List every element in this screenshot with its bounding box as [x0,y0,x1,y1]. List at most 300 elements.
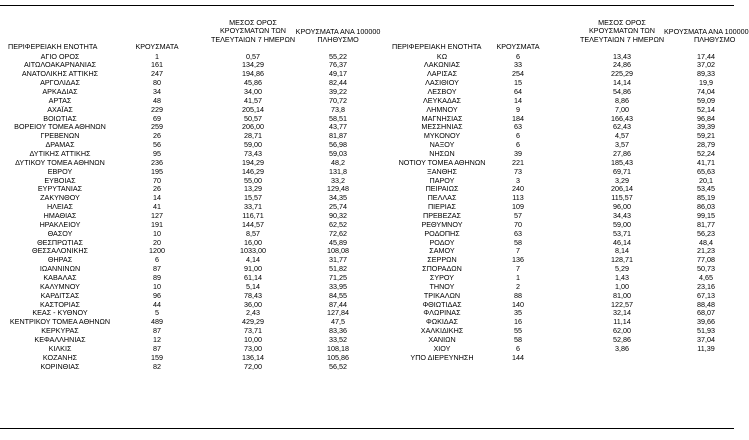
region-cell: ΑΙΤΩΛΟΑΚΑΡΝΑΝΙΑΣ [23,60,97,70]
region-cell: ΛΕΥΚΑΔΑΣ [422,95,461,105]
cases-cell: 56 [153,140,161,150]
cases-cell: 161 [151,60,163,70]
avg7-cell: 73,00 [244,343,262,353]
avg7-cell: 45,86 [244,78,262,88]
avg7-cell: 33,71 [244,202,262,212]
avg7-cell: 2,43 [246,308,260,318]
region-cell: ΚΑΡΔΙΤΣΑΣ [40,290,80,300]
per100k-cell: 84,55 [329,290,347,300]
header-per100k-right-line1: ΚΡΟΥΣΜΑΤΑ ΑΝΑ 100000 [664,27,749,36]
avg7-cell: 50,57 [244,113,262,123]
per100k-cell: 85,19 [697,193,715,203]
avg7-cell: 59,00 [613,219,631,229]
cases-cell: 63 [514,122,522,132]
per100k-cell: 59,21 [697,131,715,141]
region-cell: ΖΑΚΥΝΘΟΥ [40,193,80,203]
avg7-cell: 134,29 [242,60,264,70]
avg7-cell: 128,71 [611,255,633,265]
cases-cell: 33 [514,60,522,70]
per100k-cell: 73,8 [331,104,345,114]
cases-cell: 64 [514,86,522,96]
region-cell: ΚΕΡΚΥΡΑΣ [41,326,79,336]
region-cell: ΑΡΤΑΣ [48,95,72,105]
per100k-cell: 65,63 [697,166,715,176]
cases-cell: 247 [151,69,163,79]
avg7-cell: 1033,00 [240,246,266,256]
region-cell: ΚΙΛΚΙΣ [48,343,72,353]
region-cell: ΔΡΑΜΑΣ [45,140,75,150]
per100k-cell: 33,2 [331,175,345,185]
cases-cell: 96 [153,290,161,300]
region-cell: ΚΑΒΑΛΑΣ [43,272,77,282]
per100k-cell: 52,24 [697,148,715,158]
avg7-cell: 146,29 [242,166,264,176]
avg7-cell: 13,29 [244,184,262,194]
per100k-cell: 58,51 [329,113,347,123]
cases-cell: 20 [153,237,161,247]
cases-cell: 48 [153,95,161,105]
avg7-cell: 194,86 [242,69,264,79]
per100k-cell: 129,48 [327,184,349,194]
right-cases-column [493,53,543,363]
avg7-cell: 205,14 [242,104,264,114]
region-cell: ΑΓΙΟ ΟΡΟΣ [40,51,80,61]
per100k-cell: 39,22 [329,86,347,96]
avg7-cell: 73,43 [244,148,262,158]
avg7-cell: 72,00 [244,361,262,371]
cases-cell: 259 [151,122,163,132]
per100k-cell: 37,04 [697,335,715,344]
avg7-cell: 27,86 [613,148,631,158]
header-avg7-right-line3: ΤΕΛΕΥΤΑΙΩΝ 7 ΗΜΕΡΩΝ [579,34,665,44]
header-avg7-right-line1: ΜΕΣΟΣ ΟΡΟΣ [598,18,646,27]
cases-cell: 6 [516,51,520,61]
per100k-cell: 105,86 [327,352,349,362]
region-cell: ΜΕΣΣΗΝΙΑΣ [421,122,463,132]
region-cell: ΚΕΦΑΛΛΗΝΙΑΣ [34,335,86,344]
cases-cell: 144 [512,352,524,362]
per100k-cell: 23,16 [697,281,715,291]
region-cell: ΗΡΑΚΛΕΙΟΥ [39,219,81,229]
cases-cell: 87 [153,343,161,353]
region-cell: ΛΑΚΩΝΙΑΣ [423,60,461,70]
per100k-cell: 4,65 [699,272,713,282]
header-per100k-right-line2: ΠΛΗΘΥΣΜΟ [694,35,736,45]
header-per100k-left-line2: ΠΛΗΘΥΣΜΟ [317,35,359,45]
region-cell: ΘΕΣΠΡΩΤΙΑΣ [37,237,83,247]
region-cell: ΑΝΑΤΟΛΙΚΗΣ ΑΤΤΙΚΗΣ [21,69,99,79]
per100k-cell: 86,03 [697,202,715,212]
cases-cell: 34 [153,86,161,96]
cases-cell: 9 [516,104,520,114]
region-cell: ΕΒΡΟΥ [47,166,73,176]
cases-cell: 89 [153,272,161,282]
region-cell: ΘΗΡΑΣ [47,255,73,265]
avg7-cell: 11,14 [613,317,631,327]
cases-cell: 127 [151,210,163,220]
cases-cell: 95 [153,148,161,158]
avg7-cell: 5,29 [615,264,629,274]
cases-cell: 87 [153,326,161,336]
per100k-cell: 72,62 [329,228,347,238]
right-avg7-column [592,53,652,363]
per100k-cell: 37,02 [697,60,715,70]
per100k-cell: 83,36 [329,326,347,336]
cases-cell: 191 [151,219,163,229]
header-region-right: ΠΕΡΙΦΕΡΕΙΑΚΗ ΕΝΟΤΗΤΑ [392,42,482,51]
avg7-cell: 36,00 [244,299,262,309]
avg7-cell: 61,14 [244,272,262,282]
per100k-cell: 33,95 [329,281,347,291]
per100k-cell: 77,08 [697,255,715,265]
region-cell: ΚΕΝΤΡΙΚΟΥ ΤΟΜΕΑ ΑΘΗΝΩΝ [9,317,111,327]
per100k-cell: 21,23 [697,246,715,256]
per100k-cell: 25,74 [329,202,347,212]
region-cell: ΛΑΣΙΘΙΟΥ [425,78,459,88]
left-region-column [0,53,120,372]
cases-cell: 113 [512,193,524,203]
cases-cell: 16 [514,317,522,327]
region-cell: ΛΗΜΝΟΥ [426,104,458,114]
region-cell: ΣΥΡΟΥ [429,272,455,282]
cases-cell: 58 [514,335,522,344]
region-cell: ΗΛΕΙΑΣ [46,202,74,212]
avg7-cell: 96,00 [613,202,631,212]
region-cell: ΝΗΣΩΝ [429,148,455,158]
per100k-cell: 55,22 [329,51,347,61]
cases-cell: 1 [155,51,159,61]
region-cell: ΜΑΓΝΗΣΙΑΣ [421,113,463,123]
per100k-cell: 70,72 [329,95,347,105]
header-avg7-left-line3: ΤΕΛΕΥΤΑΙΩΝ 7 ΗΜΕΡΩΝ [210,34,296,44]
header-per100k-left [284,28,392,45]
avg7-cell: 81,00 [613,290,631,300]
region-cell: ΚΩ [436,51,448,61]
region-cell: ΒΟΙΩΤΙΑΣ [43,113,77,123]
region-cell: ΕΥΒΟΙΑΣ [44,175,76,185]
avg7-cell: 52,86 [613,335,631,344]
region-cell: ΣΕΡΡΩΝ [427,255,457,265]
avg7-cell: 13,43 [613,51,631,61]
cases-cell: 87 [153,264,161,274]
region-cell: ΠΑΡΟΥ [429,175,455,185]
cases-cell: 39 [514,148,522,158]
per100k-cell: 108,08 [327,246,349,256]
region-cell: ΦΩΚΙΔΑΣ [426,317,458,327]
per100k-cell: 34,35 [329,193,347,203]
per100k-cell: 33,52 [329,335,347,344]
region-cell: ΔΥΤΙΚΟΥ ΤΟΜΕΑ ΑΘΗΝΩΝ [15,157,105,167]
avg7-cell: 7,00 [615,104,629,114]
cases-cell: 70 [153,175,161,185]
per100k-cell: 82,44 [329,78,347,88]
cases-cell: 14 [153,193,161,203]
cases-cell: 35 [514,308,522,318]
per100k-cell: 76,37 [329,60,347,70]
avg7-cell: 53,71 [613,228,631,238]
per100k-cell: 43,77 [329,122,347,132]
cases-cell: 26 [153,131,161,141]
cases-cell: 63 [514,228,522,238]
per100k-cell: 62,52 [329,219,347,229]
per100k-cell: 48,2 [331,157,345,167]
avg7-cell: 5,14 [246,281,260,291]
avg7-cell: 28,71 [244,131,262,141]
avg7-cell: 4,57 [615,131,629,141]
cases-cell: 184 [512,113,524,123]
region-cell: ΓΡΕΒΕΝΩΝ [40,131,80,141]
cases-cell: 6 [155,255,159,265]
cases-cell: 14 [514,95,522,105]
per100k-cell: 50,73 [697,264,715,274]
avg7-cell: 8,86 [615,95,629,105]
cases-cell: 229 [151,104,163,114]
per100k-cell: 131,8 [329,166,347,176]
avg7-cell: 73,71 [244,326,262,336]
header-avg7-right-line2: ΚΡΟΥΣΜΑΤΩΝ ΤΩΝ [589,26,655,36]
avg7-cell: 34,43 [613,210,631,220]
per100k-cell: 11,39 [697,343,715,353]
cases-cell: 254 [512,69,524,79]
region-cell: ΝΑΞΟΥ [429,140,455,150]
per100k-cell: 52,14 [697,104,715,114]
avg7-cell: 69,71 [613,166,631,176]
avg7-cell: 41,57 [244,95,262,105]
avg7-cell: 46,14 [613,237,631,247]
cases-cell: 10 [153,281,161,291]
per100k-cell: 68,07 [697,308,715,318]
table-top-rule [0,5,734,6]
per100k-cell: 53,45 [697,184,715,194]
avg7-cell: 3,29 [615,175,629,185]
per100k-cell: 17,44 [697,51,715,61]
per100k-cell: 56,52 [329,361,347,371]
region-cell: ΚΕΑΣ - ΚΥΘΝΟΥ [32,308,88,318]
region-cell: ΠΕΙΡΑΙΩΣ [425,184,459,194]
per100k-cell: 81,87 [329,131,347,141]
avg7-cell: 54,86 [613,86,631,96]
per100k-cell: 47,5 [331,317,345,327]
region-cell: ΛΕΣΒΟΥ [427,86,457,96]
header-cases-right: ΚΡΟΥΣΜΑΤΑ [496,42,540,51]
avg7-cell: 225,29 [611,69,633,79]
cases-cell: 57 [514,210,522,220]
per100k-cell: 56,23 [697,228,715,238]
cases-cell: 489 [151,317,163,327]
per100k-cell: 108,18 [327,343,349,353]
header-per100k-left-line1: ΚΡΟΥΣΜΑΤΑ ΑΝΑ 100000 [295,27,381,36]
per100k-cell: 19,9 [699,78,713,88]
region-cell: ΛΑΡΙΣΑΣ [426,69,458,79]
region-cell: ΕΥΡΥΤΑΝΙΑΣ [37,184,83,194]
cases-cell: 1200 [149,246,165,256]
per100k-cell: 28,79 [697,140,715,150]
region-cell: ΣΑΜΟΥ [429,246,455,256]
avg7-cell: 136,14 [242,352,264,362]
cases-cell: 7 [516,246,520,256]
left-cases-column [132,53,182,372]
cases-cell: 236 [151,157,163,167]
region-cell: ΝΟΤΙΟΥ ΤΟΜΕΑ ΑΘΗΝΩΝ [398,157,486,167]
right-region-column [382,53,502,363]
cases-cell: 69 [153,113,161,123]
cases-cell: 58 [514,237,522,247]
table-bottom-rule [0,428,734,429]
left-avg7-column [223,53,283,372]
per100k-cell [676,354,736,363]
cases-cell: 7 [516,264,520,274]
per100k-cell: 89,33 [697,69,715,79]
left-per100k-column [308,53,368,372]
region-cell: ΞΑΝΘΗΣ [427,166,457,176]
avg7-cell: 15,57 [244,193,262,203]
region-cell: ΑΡΚΑΔΙΑΣ [42,86,78,96]
cases-cell: 1 [516,272,520,282]
per100k-cell: 39,66 [697,317,715,327]
avg7-cell: 59,00 [244,140,262,150]
per100k-cell: 96,84 [697,113,715,123]
avg7-cell: 1,00 [615,281,629,291]
region-cell: ΒΟΡΕΙΟΥ ΤΟΜΕΑ ΑΘΗΝΩΝ [14,122,106,132]
cases-cell: 6 [516,131,520,141]
avg7-cell: 55,00 [244,175,262,185]
region-cell: ΥΠΟ ΔΙΕΡΕΥΝΗΣΗ [410,352,474,362]
cases-cell: 136 [512,255,524,265]
header-avg7-left-line1: ΜΕΣΟΣ ΟΡΟΣ [229,18,277,27]
region-cell: ΠΡΕΒΕΖΑΣ [423,210,461,220]
per100k-cell: 99,15 [697,210,715,220]
avg7-cell: 206,00 [242,122,264,132]
region-cell: ΙΩΑΝΝΙΝΩΝ [39,264,81,274]
cases-cell: 240 [512,184,524,194]
per100k-cell: 127,84 [327,308,349,318]
cases-cell: 15 [514,78,522,88]
cases-cell: 140 [512,299,524,309]
avg7-cell: 0,57 [246,51,260,61]
region-cell: ΚΑΛΥΜΝΟΥ [40,281,80,291]
avg7-cell: 10,00 [244,335,262,344]
per100k-cell: 59,03 [329,148,347,158]
avg7-cell: 115,57 [611,193,633,203]
right-per100k-column [676,53,736,363]
avg7-cell: 3,57 [615,140,629,150]
cases-cell: 195 [151,166,163,176]
per100k-cell: 67,13 [697,290,715,300]
region-cell: ΚΟΡΙΝΘΙΑΣ [40,361,80,371]
avg7-cell: 4,14 [246,255,260,265]
per100k-cell: 51,82 [329,264,347,274]
per100k-cell: 71,25 [329,272,347,282]
region-cell: ΠΕΛΛΑΣ [427,193,457,203]
avg7-cell: 194,29 [242,157,264,167]
avg7-cell: 166,43 [611,113,633,123]
per100k-cell: 87,44 [329,299,347,309]
cases-cell: 12 [153,335,161,344]
region-cell: ΤΡΙΚΑΛΩΝ [423,290,461,300]
cases-cell: 88 [514,290,522,300]
cases-cell: 3 [516,175,520,185]
region-cell: ΠΙΕΡΙΑΣ [427,202,456,212]
per100k-cell: 41,71 [697,157,715,167]
per100k-cell: 81,77 [697,219,715,229]
region-cell: ΣΠΟΡΑΔΩΝ [422,264,462,274]
cases-cell: 82 [153,361,161,371]
cases-cell: 73 [514,166,522,176]
cases-cell: 6 [516,140,520,150]
per100k-cell: 88,48 [697,299,715,309]
per100k-cell: 74,04 [697,86,715,96]
cases-cell: 2 [516,281,520,291]
avg7-cell [592,354,652,363]
avg7-cell: 429,29 [242,317,264,327]
avg7-cell: 62,43 [613,122,631,132]
avg7-cell: 1,43 [615,272,629,282]
region-cell: ΚΑΣΤΟΡΙΑΣ [40,299,80,309]
per100k-cell: 31,77 [329,255,347,265]
region-cell: ΗΜΑΘΙΑΣ [43,210,77,220]
region-cell: ΦΛΩΡΙΝΑΣ [423,308,461,318]
header-region-left: ΠΕΡΙΦΕΡΕΙΑΚΗ ΕΝΟΤΗΤΑ [8,42,98,51]
region-cell: ΑΡΓΟΛΙΔΑΣ [40,78,80,88]
region-cell: ΘΕΣΣΑΛΟΝΙΚΗΣ [32,246,88,256]
cases-cell: 5 [155,308,159,318]
avg7-cell: 78,43 [244,290,262,300]
header-per100k-right [664,27,749,45]
header-cases-left: ΚΡΟΥΣΜΑΤΑ [135,42,179,51]
avg7-cell: 16,00 [244,237,262,247]
per100k-cell: 56,98 [329,140,347,150]
cases-cell: 159 [151,352,163,362]
region-cell: ΜΥΚΟΝΟΥ [423,131,461,141]
region-cell: ΑΧΑΪΑΣ [47,104,73,114]
region-cell: ΡΟΔΟΠΗΣ [424,228,460,238]
avg7-cell: 206,14 [611,184,633,194]
avg7-cell: 34,00 [244,86,262,96]
cases-cell: 10 [153,228,161,238]
per100k-cell: 48,4 [699,237,713,247]
avg7-cell: 116,71 [242,210,264,220]
avg7-cell: 62,00 [613,326,631,336]
region-cell: ΧΑΝΙΩΝ [428,335,456,344]
avg7-cell: 32,14 [613,308,631,318]
region-cell: ΘΑΣΟΥ [47,228,73,238]
region-cell: ΦΘΙΩΤΙΔΑΣ [422,299,462,309]
per100k-cell: 90,32 [329,210,347,220]
region-cell: ΚΟΖΑΝΗΣ [42,352,78,362]
per100k-cell: 45,89 [329,237,347,247]
header-avg7-right [567,19,677,44]
per100k-cell: 20,1 [699,175,713,185]
per100k-cell: 51,93 [697,326,715,336]
avg7-cell: 8,14 [615,246,629,256]
avg7-cell: 8,57 [246,228,260,238]
region-cell: ΡΟΔΟΥ [429,237,455,247]
cases-cell: 80 [153,78,161,88]
avg7-cell: 122,57 [611,299,633,309]
region-cell: ΧΑΛΚΙΔΙΚΗΣ [420,326,464,336]
cases-cell: 41 [153,202,161,212]
header-avg7-left-line2: ΚΡΟΥΣΜΑΤΩΝ ΤΩΝ [220,26,286,36]
cases-cell: 70 [514,219,522,229]
avg7-cell: 3,86 [615,343,629,353]
region-cell: ΧΙΟΥ [433,343,451,353]
region-cell: ΡΕΘΥΜΝΟΥ [421,219,463,229]
avg7-cell: 14,14 [613,78,631,88]
per100k-cell: 39,39 [697,122,715,132]
avg7-cell: 91,00 [244,264,262,274]
region-cell: ΔΥΤΙΚΗΣ ΑΤΤΙΚΗΣ [29,148,91,158]
cases-cell: 6 [516,343,520,353]
